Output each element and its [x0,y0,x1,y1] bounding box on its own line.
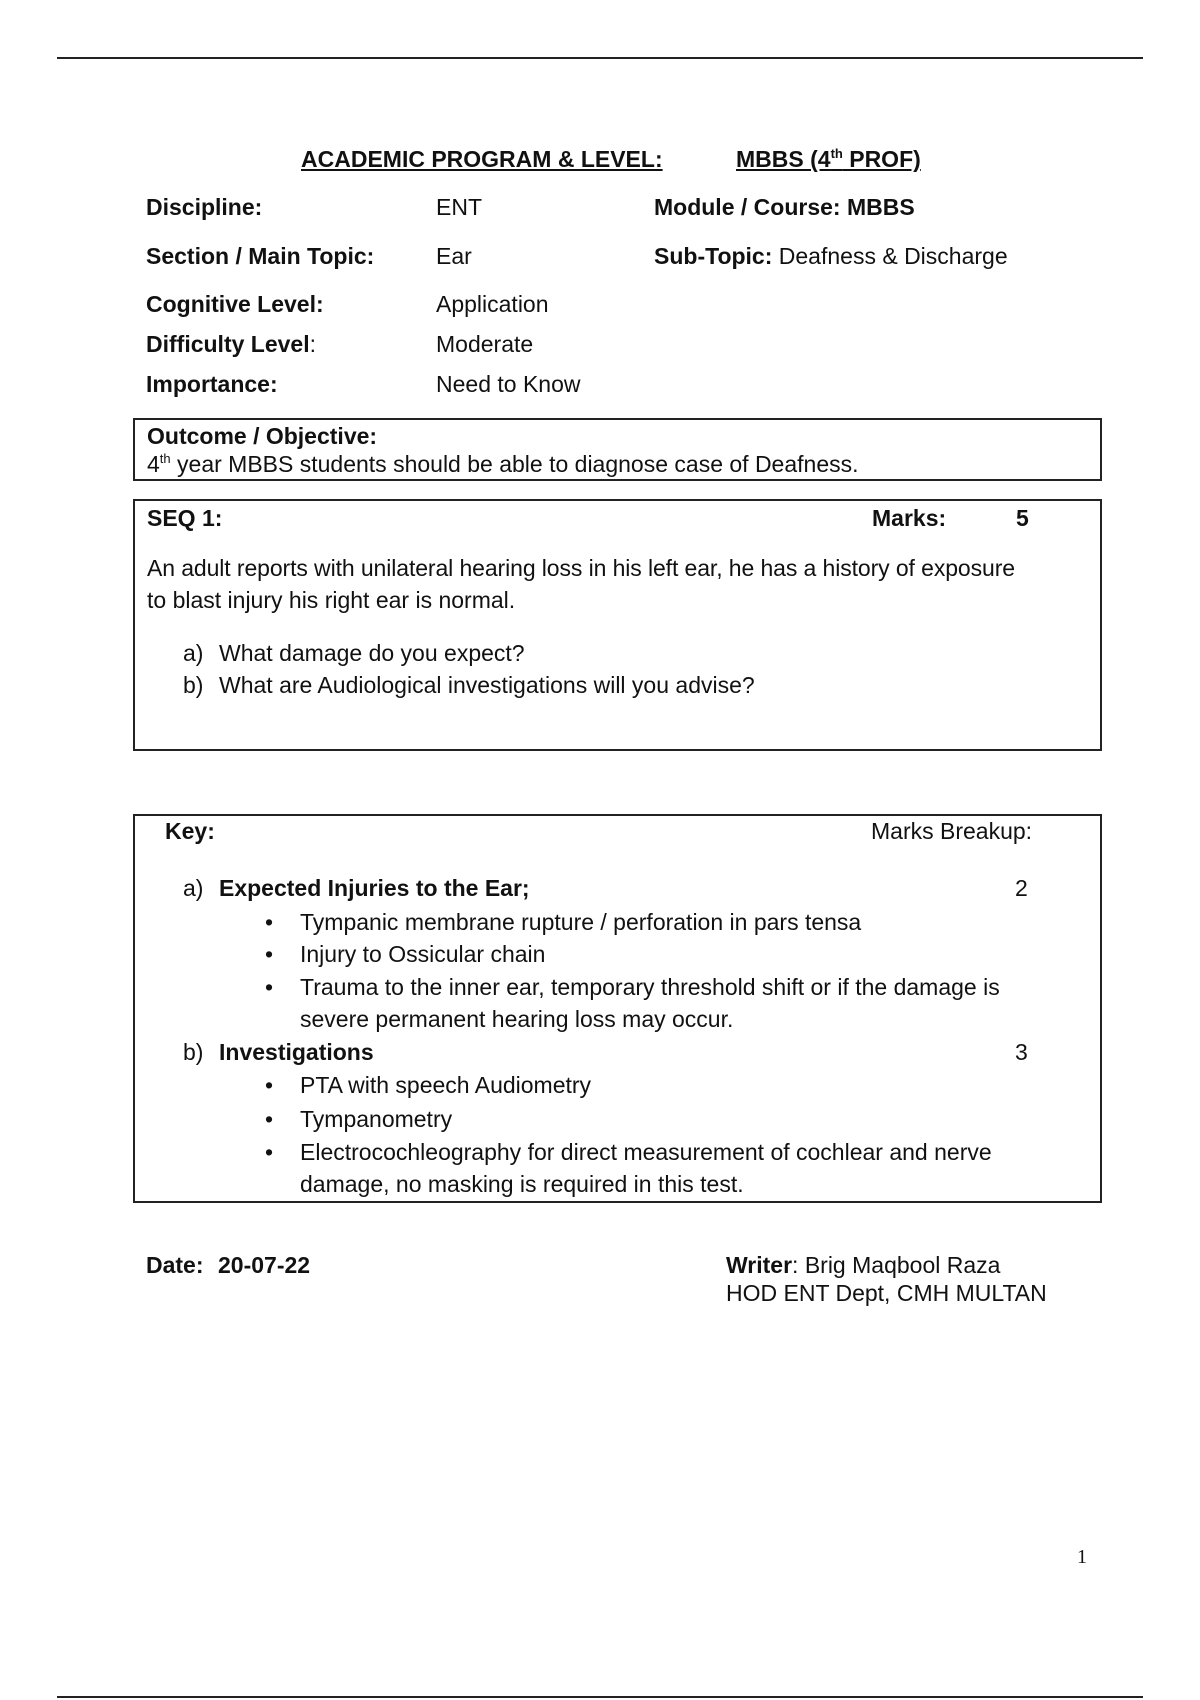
program-label: ACADEMIC PROGRAM & LEVEL: [301,146,663,172]
bullet-icon: • [265,974,274,1000]
bottom-rule [57,1696,1143,1698]
section-value: Ear [436,243,472,269]
outcome-box [133,418,1102,481]
seq-title: SEQ 1: [147,505,223,531]
module-label: Module / Course: MBBS [654,194,915,220]
discipline-value: ENT [436,194,482,220]
date-label: Date: [146,1252,204,1278]
seq-stem-line2: to blast injury his right ear is normal. [147,587,516,613]
seq-box [133,499,1102,751]
outcome-title: Outcome / Objective: [147,423,378,449]
outcome-text [147,451,859,478]
section-label: Section / Main Topic: [146,243,375,269]
bullet-text: Electrocochleography for direct measurement of cochlear and nerve [300,1139,992,1165]
question-letter: a) [183,640,204,666]
seq-marks-label: Marks: [872,505,947,531]
cognitive-label: Cognitive Level: [146,291,324,317]
discipline-label: Discipline: [146,194,263,220]
bullet-continuation: damage, no masking is required in this test. [300,1171,744,1197]
top-rule [57,57,1143,59]
writer-dept: HOD ENT Dept, CMH MULTAN [726,1280,1047,1306]
difficulty-colon: : [309,331,316,357]
bullet-text: PTA with speech Audiometry [300,1072,592,1098]
outcome-rest: year MBBS students should be able to diagnose case of Deafness. [170,451,859,477]
difficulty-label [146,331,316,358]
bullet-text: Tympanometry [300,1106,453,1132]
bullet-icon: • [265,1106,274,1132]
key-part-heading: Expected Injuries to the Ear; [219,875,530,901]
bullet-continuation: severe permanent hearing loss may occur. [300,1006,734,1032]
outcome-num: 4 [147,451,160,477]
subtopic [654,243,1008,270]
writer [726,1252,1000,1279]
bullet-icon: • [265,909,274,935]
key-part-letter: a) [183,875,204,901]
program-sup: th [830,146,843,161]
page-number: 1 [1077,1546,1087,1568]
question-a [183,640,525,667]
bullet-icon: • [265,1072,274,1098]
subtopic-label: Sub-Topic: [654,243,773,269]
program-post: PROF) [842,146,921,172]
difficulty-value: Moderate [436,331,534,357]
question-text: What damage do you expect? [219,640,525,666]
marks-breakup-label: Marks Breakup: [871,818,1033,844]
key-box [133,814,1102,1203]
bullet-text: Trauma to the inner ear, temporary threshold shift or if the damage is [300,974,1000,1000]
importance-label: Importance: [146,371,278,397]
bullet-text: Tympanic membrane rupture / perforation in pars tensa [300,909,862,935]
program-value [736,146,921,173]
key-part-marks: 2 [1015,875,1028,901]
writer-value: : Brig Maqbool Raza [792,1252,1001,1278]
seq-stem-line1: An adult reports with unilateral hearing loss in his left ear, he has a history of exposure [147,555,1015,581]
program-pre: MBBS (4 [736,146,831,172]
outcome-sup: th [159,451,171,466]
question-letter: b) [183,672,204,698]
key-part-marks: 3 [1015,1039,1028,1065]
seq-marks-value: 5 [1016,505,1029,531]
importance-value: Need to Know [436,371,581,397]
writer-label: Writer [726,1252,793,1278]
key-title: Key: [165,818,215,844]
subtopic-value: Deafness & Discharge [772,243,1008,269]
bullet-icon: • [265,1139,274,1165]
question-text: What are Audiological investigations will you advise? [219,672,755,698]
key-part-heading: Investigations [219,1039,374,1065]
bullet-text: Injury to Ossicular chain [300,941,546,967]
cognitive-value: Application [436,291,549,317]
key-part-letter: b) [183,1039,204,1065]
bullet-icon: • [265,941,274,967]
question-b [183,672,755,699]
date-value: 20-07-22 [218,1252,311,1278]
difficulty-label-text: Difficulty Level [146,331,310,357]
